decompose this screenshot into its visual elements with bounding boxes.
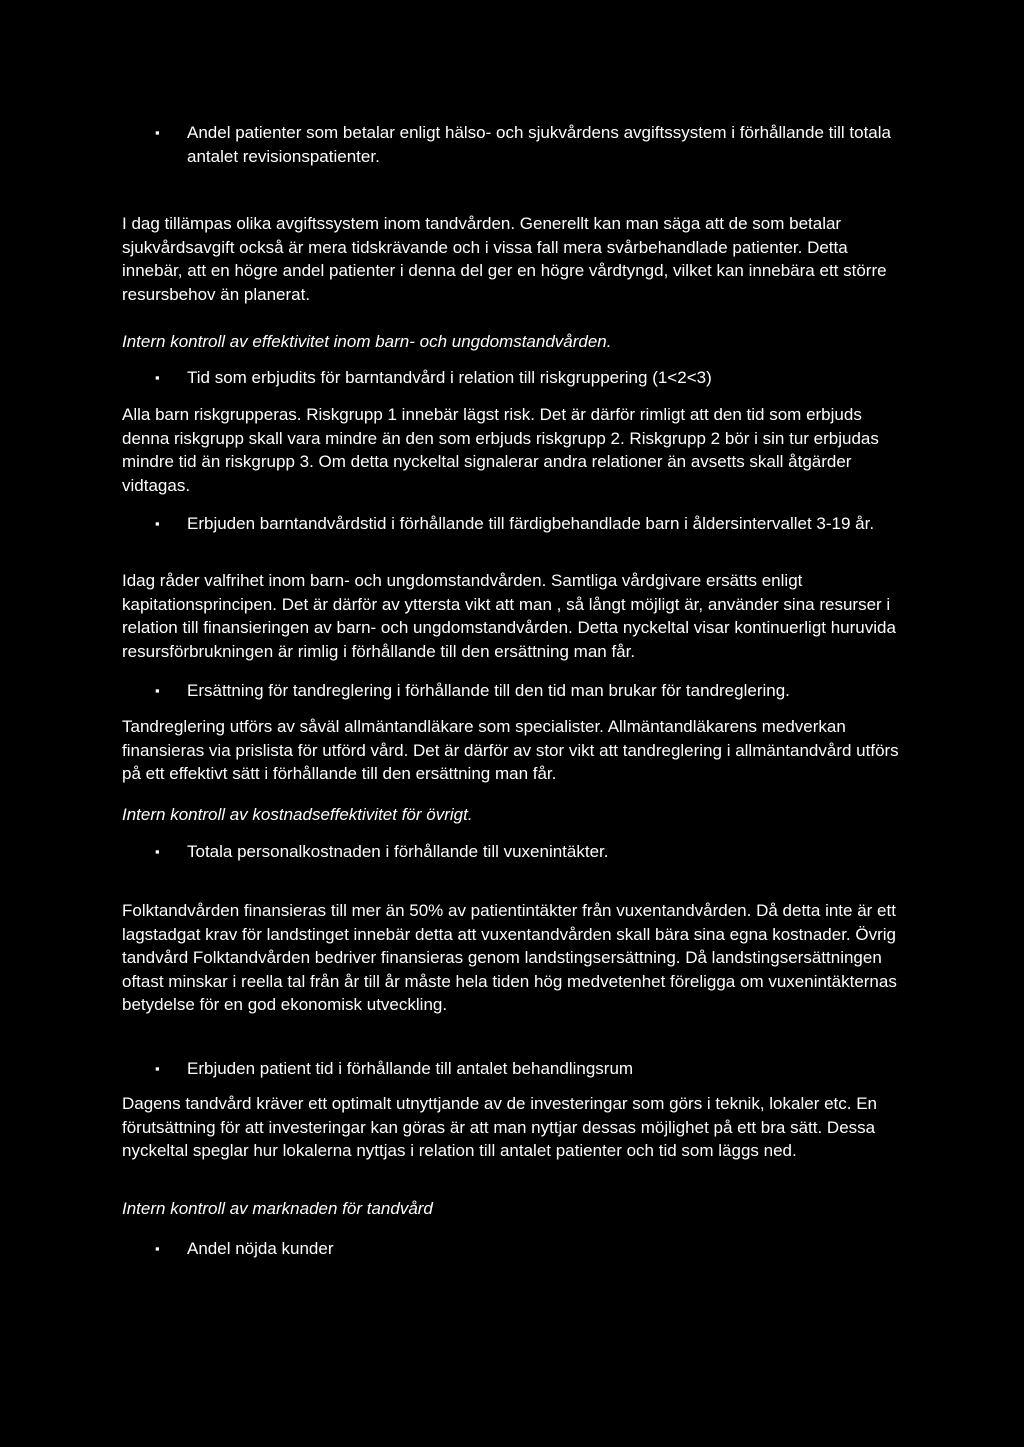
- bullet-marker-icon: ▪: [155, 1241, 160, 1256]
- paragraph: Folktandvården finansieras till mer än 50% av patientintäkter från vuxentandvården. Då detta inte är ett lagstadgat krav för landstinget innebär detta att vuxentandvården skall bära sina egna kostnader. Övrig tandvård Folktandvården bedriver finansieras genom landstingsersättning. Då landstingsersättningen oftast minskar i reella tal från år till år måste hela tiden hög medvetenhet föreligga om vuxenintäkternas betydelse för en god ekonomisk utveckling.: [122, 901, 897, 1014]
- bullet-marker-icon: ▪: [155, 1061, 160, 1076]
- bullet-marker-icon: ▪: [155, 370, 160, 385]
- paragraph: Dagens tandvård kräver ett optimalt utnyttjande av de investeringar som görs i teknik, lokaler etc. En förutsättning för att investeringar kan göras är att man nyttjar dessas möjlighet på ett bra sätt. Dessa nyckeltal speglar hur lokalerna nyttjas i relation till antalet patienter och tid som läggs ned.: [122, 1094, 877, 1160]
- bullet-text: Erbjuden barntandvårdstid i förhållande till färdigbehandlade barn i åldersintervallet 3-19 år.: [187, 514, 875, 533]
- paragraph: Tandreglering utförs av såväl allmäntandläkare som specialister. Allmäntandläkarens medverkan finansieras via prislista för utförd vård. Det är därför av stor vikt att tandreglering i allmäntandvård utförs på ett effektivt sätt i förhållande till den ersättning man får.: [122, 717, 899, 783]
- bullet-text: Andel nöjda kunder: [187, 1239, 334, 1258]
- bullet-item: [155, 1057, 915, 1081]
- bullet-item: [155, 1237, 915, 1261]
- bullet-text: Ersättning för tandreglering i förhållande till den tid man brukar för tandreglering.: [187, 681, 790, 700]
- bullet-item: [155, 121, 915, 168]
- bullet-marker-icon: ▪: [155, 844, 160, 859]
- paragraph: Alla barn riskgrupperas. Riskgrupp 1 innebär lägst risk. Det är därför rimligt att den tid som erbjuds denna riskgrupp skall vara mindre än den som erbjuds riskgrupp 2. Riskgrupp 2 bör i sin tur erbjudas mindre tid än riskgrupp 3. Om detta nyckeltal signalerar andra relationer än avsetts skall åtgärder vidtagas.: [122, 405, 879, 495]
- section-heading: Intern kontroll av marknaden för tandvård: [122, 1199, 433, 1218]
- bullet-marker-icon: ▪: [155, 516, 160, 531]
- bullet-text: Andel patienter som betalar enligt hälso- och sjukvårdens avgiftssystem i förhållande till totala antalet revisionspatienter.: [187, 123, 891, 166]
- bullet-text: Totala personalkostnaden i förhållande till vuxenintäkter.: [187, 842, 609, 861]
- bullet-text: Tid som erbjudits för barntandvård i relation till riskgruppering (1<2<3): [187, 368, 712, 387]
- bullet-item: [155, 679, 915, 703]
- bullet-marker-icon: ▪: [155, 125, 160, 140]
- bullet-text: Erbjuden patient tid i förhållande till antalet behandlingsrum: [187, 1059, 634, 1078]
- bullet-marker-icon: ▪: [155, 683, 160, 698]
- section-heading: Intern kontroll av effektivitet inom barn- och ungdomstandvården.: [122, 332, 612, 351]
- bullet-item: [155, 366, 915, 390]
- bullet-item: [155, 512, 915, 536]
- paragraph: I dag tillämpas olika avgiftssystem inom tandvården. Generellt kan man säga att de som betalar sjukvårdsavgift också är mera tidskrävande och i vissa fall mera svårbehandlade patienter. Detta innebär, att en högre andel patienter i denna del ger en högre vårdtyngd, vilket kan innebära ett större resursbehov än planerat.: [122, 214, 887, 304]
- bullet-item: [155, 840, 915, 864]
- paragraph: Idag råder valfrihet inom barn- och ungdomstandvården. Samtliga vårdgivare ersätts enligt kapitationsprincipen. Det är därför av yttersta vikt att man , så långt möjligt är, använder sina resurser i relation till finansieringen av barn- och ungdomstandvården. Detta nyckeltal visar kontinuerligt huruvida resursförbrukningen är rimlig i förhållande till den ersättning man får.: [122, 571, 896, 661]
- section-heading: Intern kontroll av kostnadseffektivitet för övrigt.: [122, 805, 473, 824]
